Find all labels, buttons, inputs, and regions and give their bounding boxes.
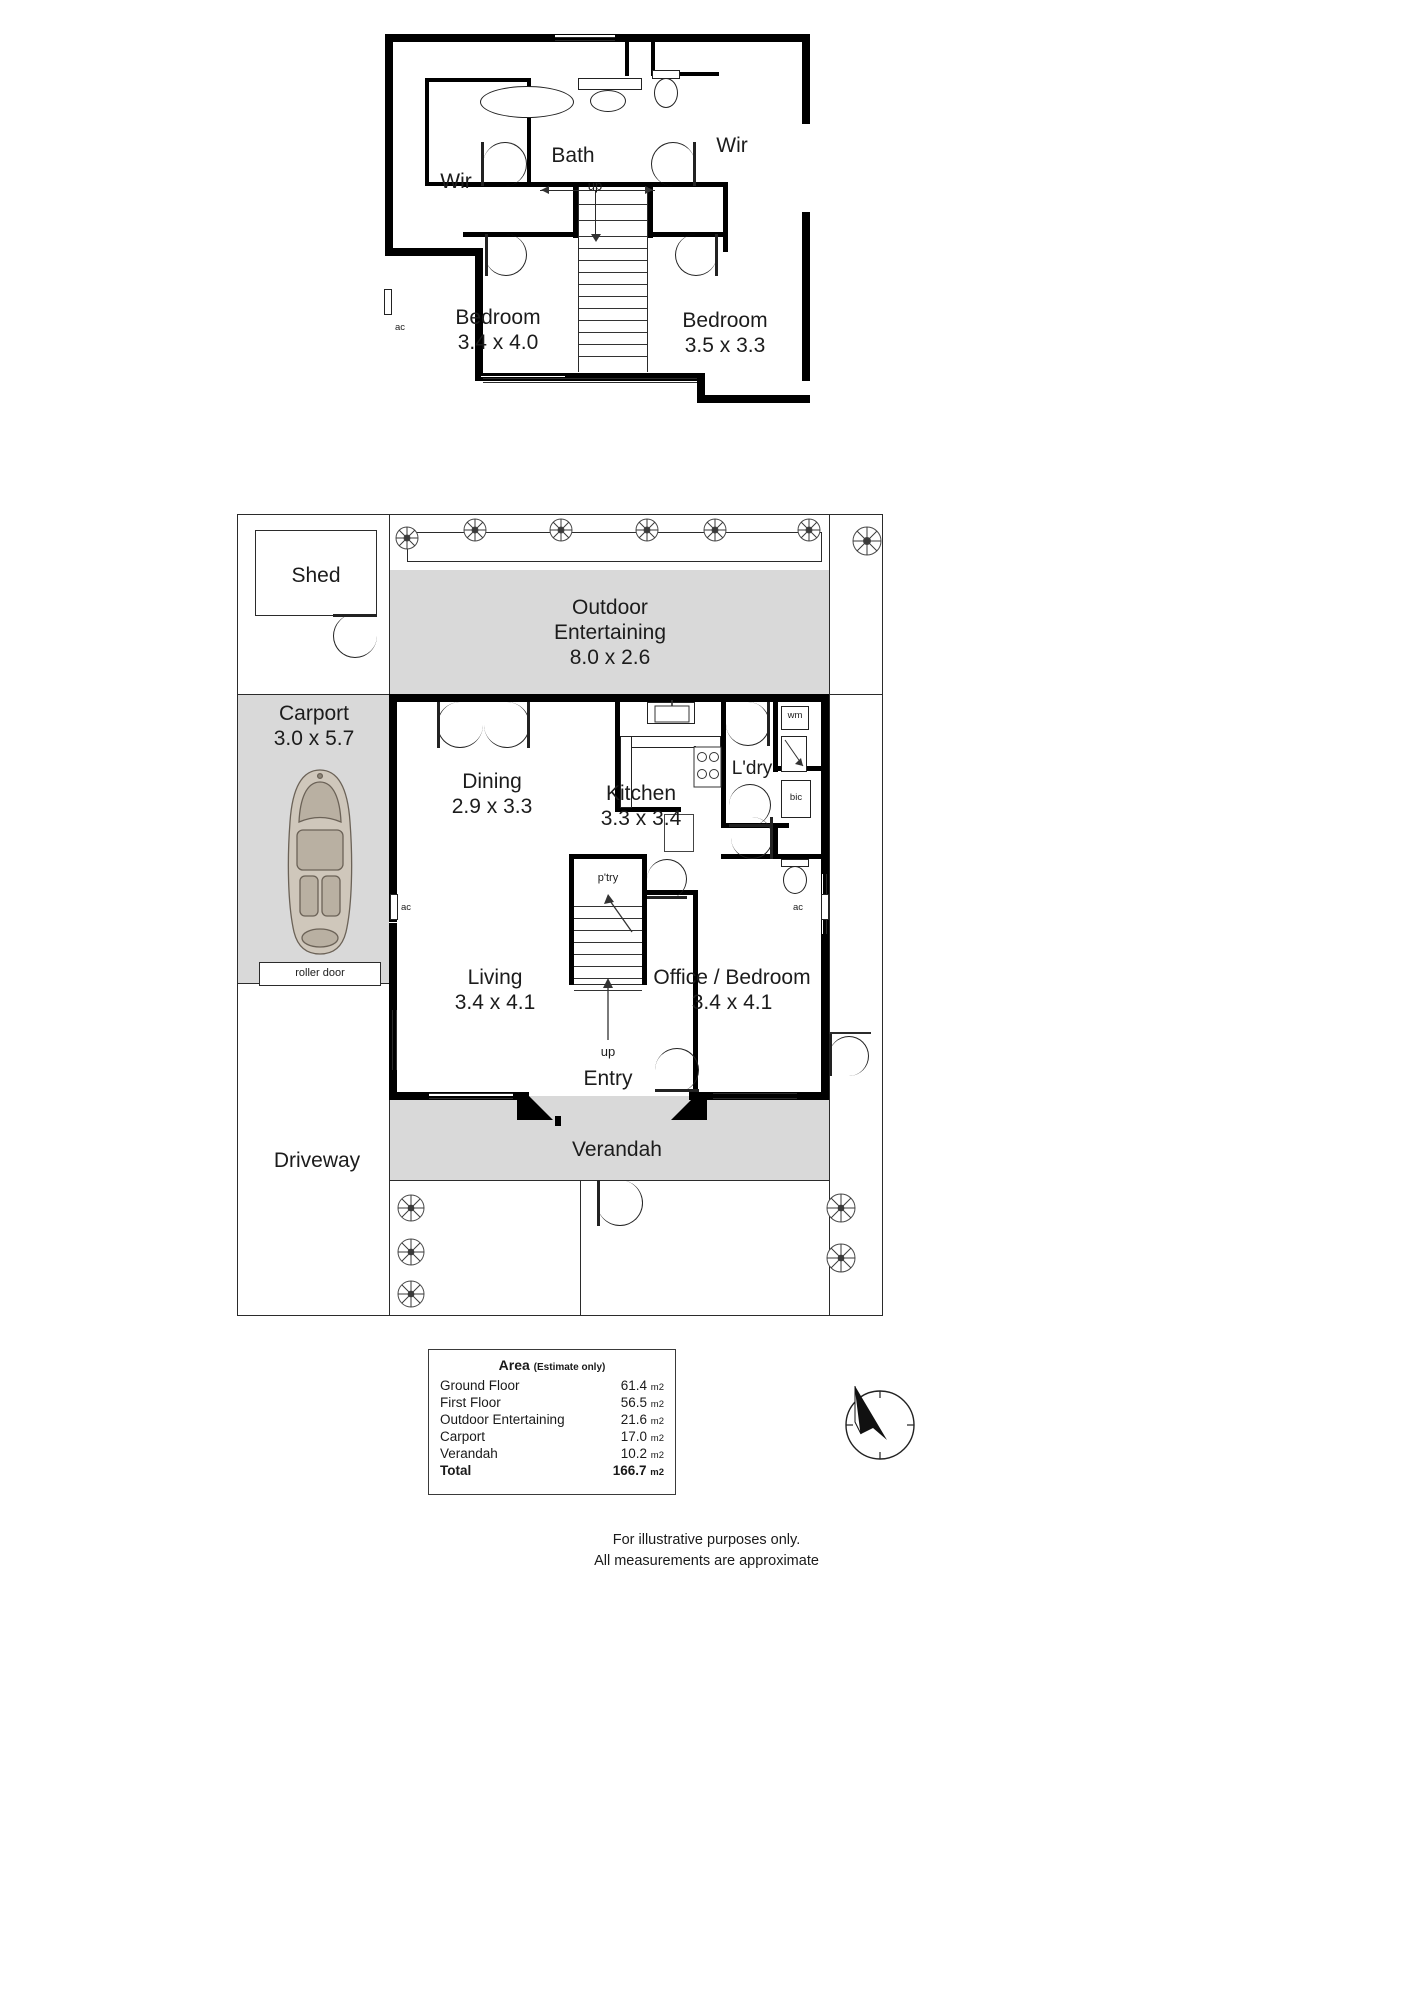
disclaimer-line-1: For illustrative purposes only. xyxy=(612,1532,801,1548)
wall xyxy=(773,823,778,859)
wall xyxy=(802,212,810,381)
door-leaf xyxy=(527,702,530,748)
table-row: Carport 17.0 m2 xyxy=(440,1429,664,1444)
area-table xyxy=(429,1377,675,1479)
door-leaf xyxy=(485,234,488,276)
entry-label: Entry xyxy=(583,1067,633,1090)
bic-label: bic xyxy=(789,792,803,803)
pantry-label: p'try xyxy=(597,872,619,884)
basin-counter-fixture xyxy=(578,78,642,90)
disclaimer-line-2: All measurements are approximate xyxy=(594,1553,819,1570)
door-arc xyxy=(437,702,483,748)
dining-label: Dining 2.9 x 3.3 xyxy=(451,770,533,818)
door-arc xyxy=(647,859,687,899)
wall xyxy=(385,34,393,256)
toilet-fixture xyxy=(783,866,807,894)
wall xyxy=(802,34,810,124)
wall xyxy=(569,854,647,859)
shed-label: Shed xyxy=(291,564,341,587)
area-summary-box xyxy=(428,1349,676,1495)
room-label-wir-left: Wir xyxy=(440,170,472,193)
room-label-bedroom-left: Bedroom 3.4 x 4.0 xyxy=(455,306,541,354)
cistern-fixture xyxy=(781,859,809,867)
table-row: First Floor 56.5 m2 xyxy=(440,1395,664,1410)
wm-label: wm xyxy=(787,710,803,721)
ground-floor-plan xyxy=(237,514,883,1316)
laundry-label: L'dry xyxy=(731,758,773,779)
door-arc xyxy=(484,702,530,748)
ac-label-right: ac xyxy=(793,902,804,913)
verandah-label: Verandah xyxy=(572,1138,662,1161)
area-title: Area (Estimate only) xyxy=(498,1357,606,1373)
table-row: Verandah 10.2 m2 xyxy=(440,1446,664,1461)
toilet-fixture xyxy=(654,78,678,108)
shed-door-arc xyxy=(333,614,377,658)
compass-icon xyxy=(833,1378,919,1464)
wall xyxy=(723,182,728,252)
table-row: Ground Floor 61.4 m2 xyxy=(440,1378,664,1393)
door-arc xyxy=(829,1036,869,1076)
verandah-door-arc xyxy=(597,1180,643,1226)
disclaimer xyxy=(0,1530,1413,1572)
door-arc xyxy=(485,234,527,276)
wall xyxy=(697,395,810,403)
bathtub-fixture xyxy=(480,86,574,118)
wall xyxy=(425,78,531,82)
door-arc xyxy=(726,702,770,746)
shrub-icons-top xyxy=(389,516,889,564)
door-leaf xyxy=(437,702,440,748)
living-label: Living 3.4 x 4.1 xyxy=(454,966,536,1014)
shrub-icons-bottom-right xyxy=(815,1186,875,1316)
verandah-door-leaf xyxy=(597,1180,600,1226)
ac-label-left: ac xyxy=(401,902,412,913)
door-leaf xyxy=(767,702,770,746)
driveway-label: Driveway xyxy=(273,1149,361,1172)
wall xyxy=(625,42,629,76)
car-icon xyxy=(270,766,370,958)
kitchen-label: Kitchen 3.3 x 3.4 xyxy=(600,782,682,830)
wall xyxy=(385,248,483,256)
door-leaf xyxy=(715,234,718,276)
shed-door-leaf xyxy=(333,614,377,617)
ac-unit xyxy=(384,289,392,315)
room-label-bath: Bath xyxy=(551,144,595,167)
door-leaf xyxy=(770,817,773,859)
outdoor-entertaining-label: Outdoor Entertaining 8.0 x 2.6 xyxy=(553,596,667,669)
wall xyxy=(555,1116,561,1126)
door-arc xyxy=(675,234,717,276)
ac-unit xyxy=(390,894,398,920)
ac-label: ac xyxy=(395,322,406,333)
roller-door-label: roller door xyxy=(295,967,345,979)
room-label-wir-right: Wir xyxy=(716,134,748,157)
first-floor-plan xyxy=(385,34,810,439)
cistern-fixture xyxy=(652,70,680,79)
room-label-bedroom-right: Bedroom 3.5 x 3.3 xyxy=(682,309,768,357)
shrub-icons-bottom-left xyxy=(385,1186,445,1316)
door-arc xyxy=(731,817,773,859)
door-leaf xyxy=(647,896,687,899)
sink-tap-icon xyxy=(647,700,697,726)
door-leaf xyxy=(829,1034,832,1076)
table-row-total: Total 166.7 m2 xyxy=(440,1463,664,1478)
stair-up-label: up xyxy=(587,178,603,193)
stair-up-label-ground: up xyxy=(600,1044,616,1059)
laundry-trough-icon xyxy=(781,736,811,776)
basin-fixture xyxy=(590,90,626,112)
carport-label: Carport 3.0 x 5.7 xyxy=(273,702,355,750)
wall xyxy=(389,694,829,702)
office-bedroom-label: Office / Bedroom 3.4 x 4.1 xyxy=(653,966,811,1014)
ac-unit xyxy=(821,894,829,920)
table-row: Outdoor Entertaining 21.6 m2 xyxy=(440,1412,664,1427)
